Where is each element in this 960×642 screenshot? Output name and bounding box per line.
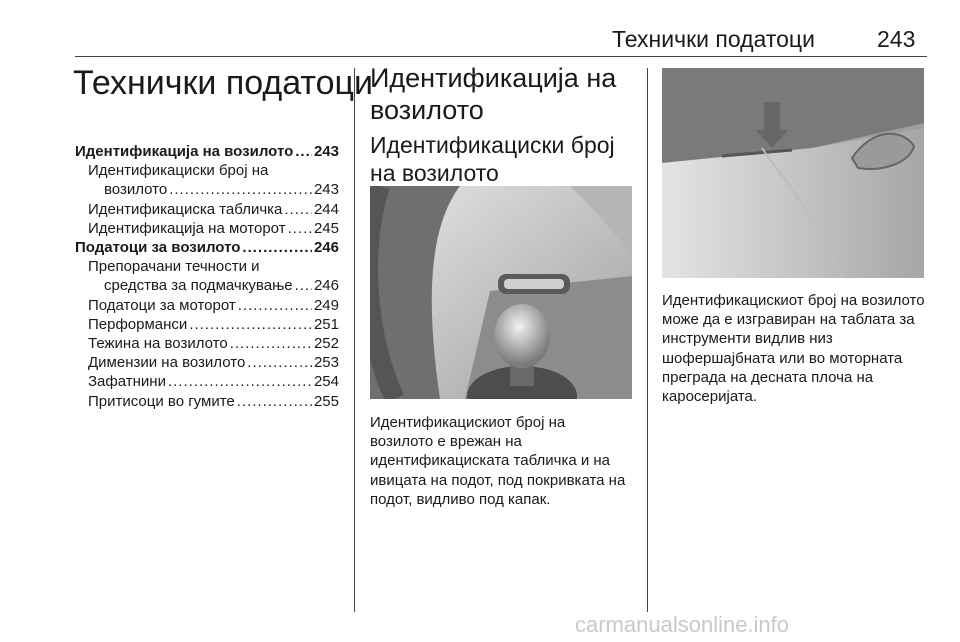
toc-entry-text: Димензии на возилото [88,354,246,372]
toc-entry[interactable] [75,238,339,257]
caption-vin-floor: Идентификацискиот број на возилото е врежан на идентификациската табличка и на ивицата на подот, под покривката на подот, видливо под капак. [370,414,626,508]
toc-entry-page: 243 [313,181,339,199]
section-heading: Идентификација на возилото [370,63,617,125]
toc-entry[interactable] [75,219,339,238]
table-of-contents [75,142,339,411]
photo-vin-floor [370,186,632,399]
column-divider-right [647,68,648,612]
toc-entry-page: 246 [313,277,339,295]
toc-entry-text: Идентификација на возилото [75,143,294,160]
toc-entry[interactable] [75,161,339,180]
running-header-title: Технички податоци [612,26,815,52]
toc-leader-dots [230,334,312,353]
header-rule [75,56,927,57]
chapter-title: Технички податоци [73,64,373,102]
toc-entry[interactable] [75,315,339,334]
toc-entry[interactable] [75,276,339,295]
toc-entry-text: Податоци за возилото [75,239,241,257]
toc-entry-text: Идентификациска табличка [88,200,283,218]
toc-entry-text: Тежина на возилото [88,335,228,353]
toc-entry[interactable] [75,200,339,219]
toc-entry[interactable] [75,334,339,353]
toc-leader-dots [238,296,312,315]
toc-entry-page: 243 [313,143,339,160]
toc-entry[interactable] [75,180,339,199]
toc-entry-page: 245 [313,219,339,237]
toc-leader-dots [288,219,312,238]
toc-leader-dots [168,372,312,391]
toc-entry-page: 249 [313,296,339,314]
toc-entry-page: 255 [313,392,339,410]
toc-entry-text: возилото [104,181,168,199]
toc-entry-page: 254 [313,373,339,391]
toc-leader-dots [169,180,312,199]
toc-leader-dots [237,392,312,411]
subsection-heading: Идентификациски број на возилото [370,132,615,186]
toc-entry[interactable] [75,296,339,315]
toc-entry-text: Идентификација на моторот [88,219,286,237]
column-divider-left [354,68,355,612]
toc-leader-dots [295,142,312,161]
caption-vin-windshield: Идентификацискиот број на возилото може да е изгравиран на таблата за инструменти видлив низ шофершајбната или во моторната преграда на десната плоча на каросеријата. [662,292,925,406]
toc-leader-dots [189,315,312,334]
toc-entry[interactable] [75,392,339,411]
toc-entry-page: 251 [313,315,339,333]
toc-leader-dots [295,276,312,295]
toc-entry-text: Притисоци во гумите [88,392,235,410]
toc-entry-page: 252 [313,335,339,353]
toc-entry-text: Препорачани течности и [88,258,260,276]
toc-entry-text: Податоци за моторот [88,296,236,314]
toc-entry-page: 246 [313,239,339,257]
toc-entry-page: 253 [313,354,339,372]
toc-entry-text: средства за подмачкување [104,277,293,295]
toc-entry[interactable] [75,372,339,391]
toc-entry-text: Перформанси [88,315,188,333]
toc-entry[interactable] [75,142,339,161]
page-number: 243 [877,26,916,52]
toc-leader-dots [242,238,312,257]
photo-vin-windshield [662,68,924,278]
toc-entry-text: Зафатнини [88,373,166,391]
toc-entry[interactable] [75,353,339,372]
toc-entry-text: Идентификациски број на [88,162,269,180]
watermark: carmanualsonline.info [575,612,790,637]
toc-entry[interactable] [75,257,339,276]
toc-entry-page: 244 [313,200,339,218]
toc-leader-dots [247,353,312,372]
toc-leader-dots [284,200,312,219]
